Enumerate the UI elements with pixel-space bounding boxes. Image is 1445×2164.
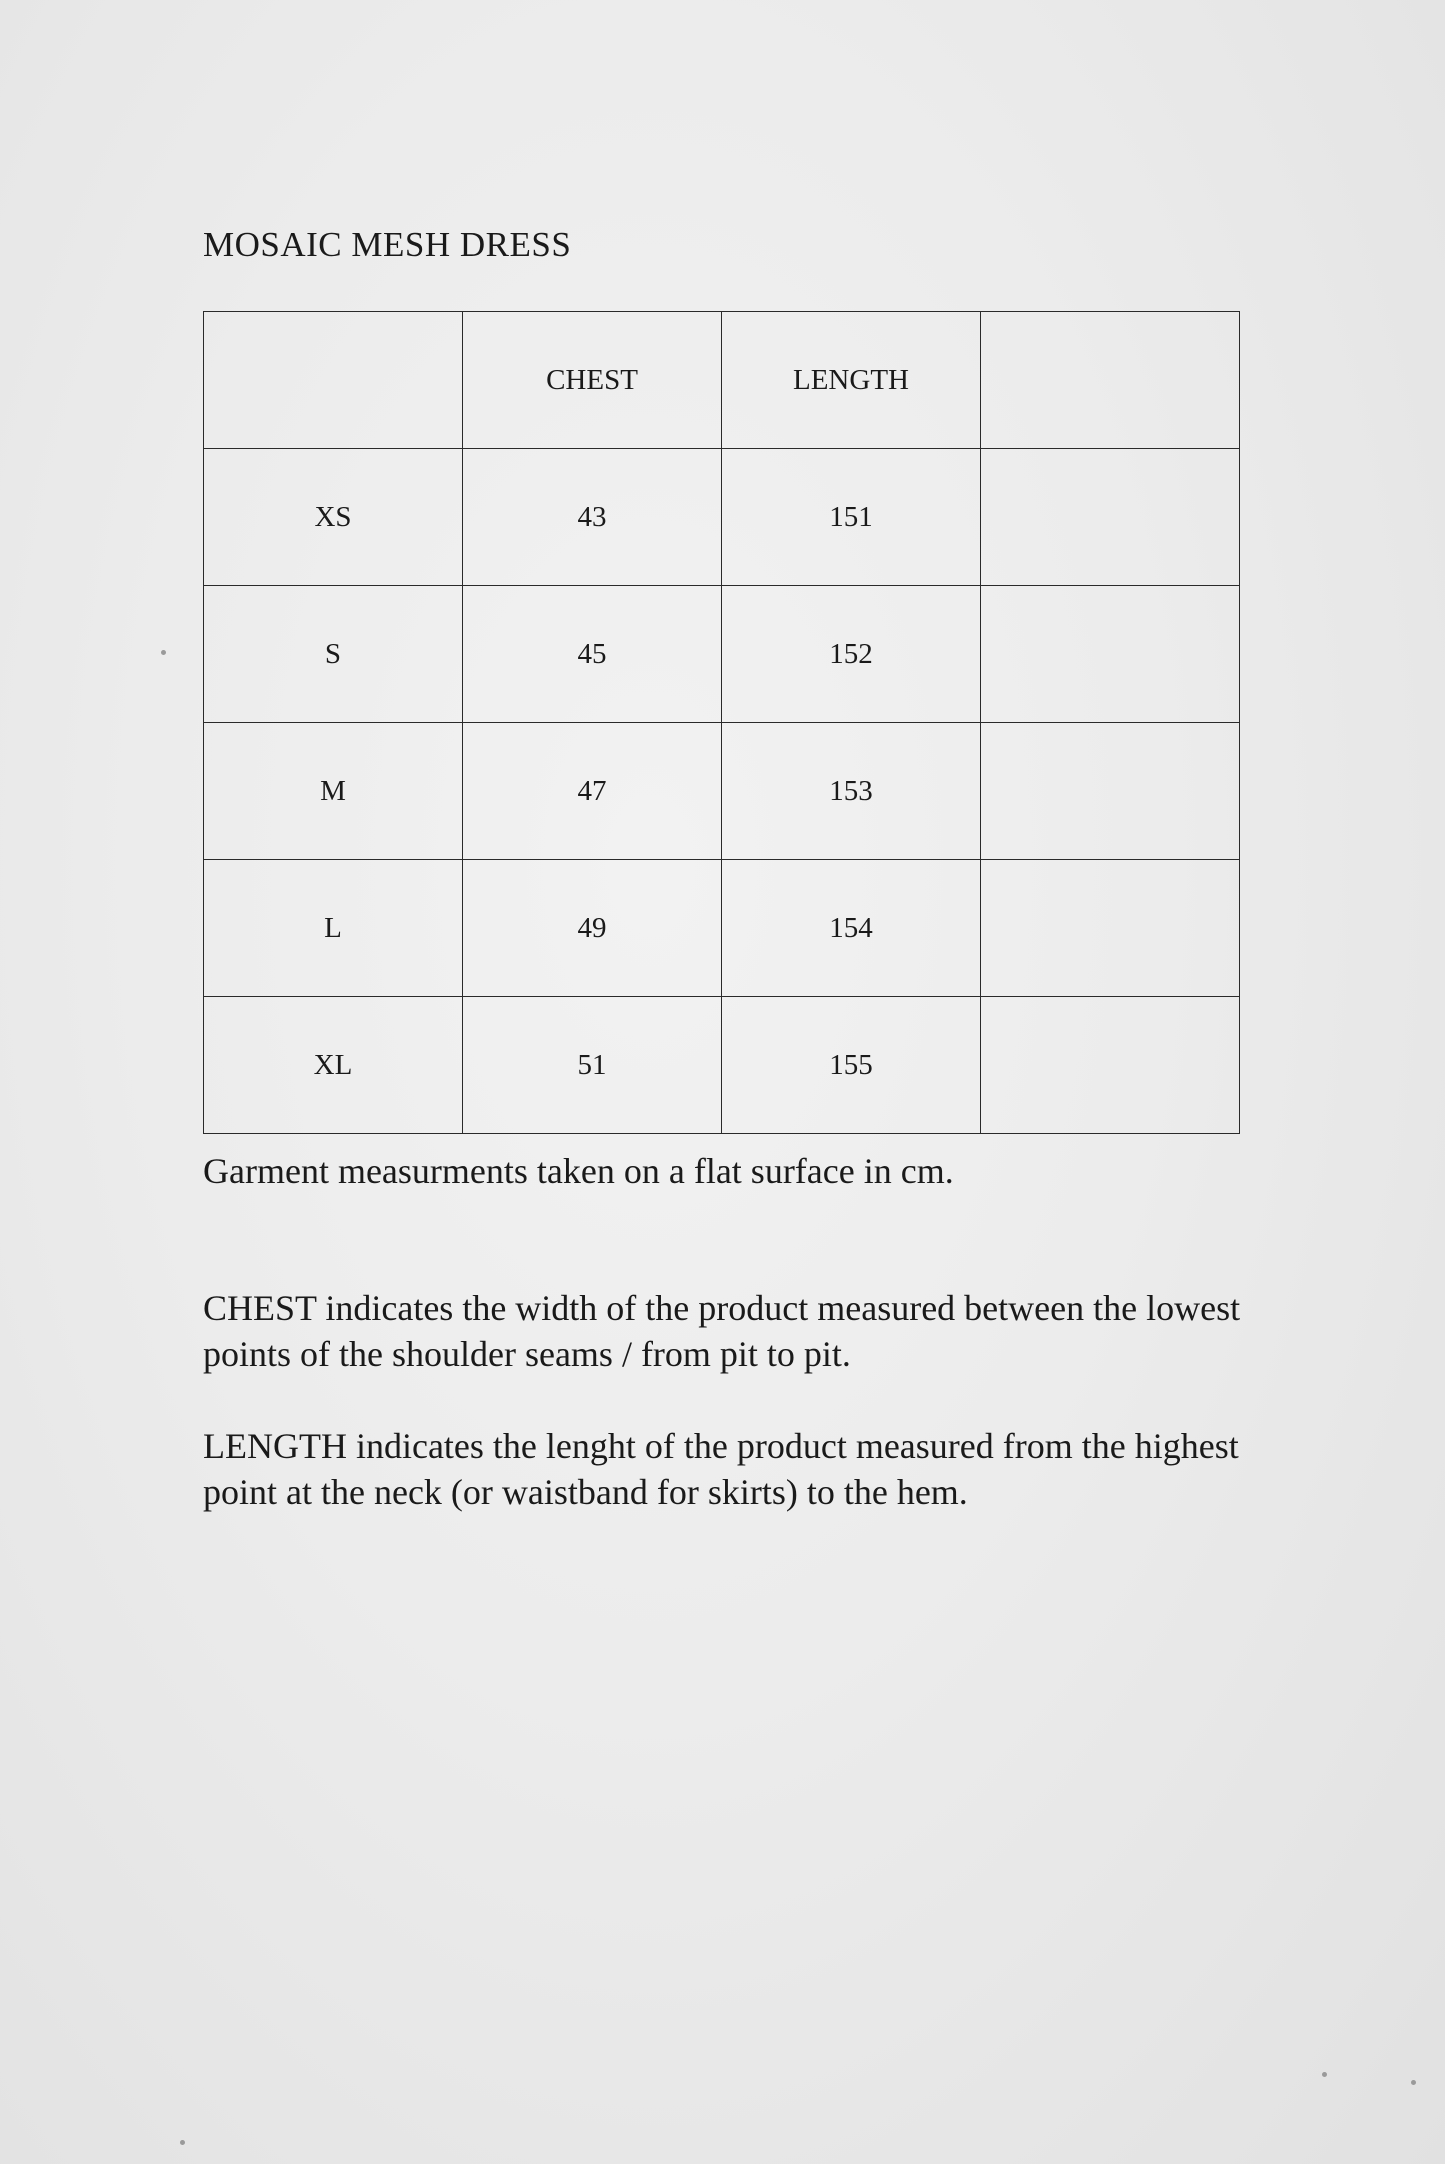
table-row <box>204 449 1240 586</box>
size-table <box>203 311 1240 1134</box>
size-cell: L <box>204 860 463 997</box>
size-cell: S <box>204 586 463 723</box>
length-description: LENGTH indicates the lenght of the product measured from the highest point at the neck (or waistband for skirts) to the hem. <box>203 1426 1239 1512</box>
size-cell: M <box>204 723 463 860</box>
extra-cell <box>981 586 1240 723</box>
extra-cell <box>981 723 1240 860</box>
length-cell: 154 <box>722 860 981 997</box>
length-cell: 151 <box>722 449 981 586</box>
table-row <box>204 586 1240 723</box>
size-cell: XL <box>204 997 463 1134</box>
measurement-note: Garment measurments taken on a flat surface in cm. <box>203 1151 954 1191</box>
page-title: MOSAIC MESH DRESS <box>203 225 572 264</box>
size-cell: XS <box>204 449 463 586</box>
chest-cell: 45 <box>463 586 722 723</box>
paper-speck <box>180 2140 185 2145</box>
header-cell-extra <box>981 312 1240 449</box>
length-cell: 153 <box>722 723 981 860</box>
length-cell: 155 <box>722 997 981 1134</box>
header-cell-length: LENGTH <box>722 312 981 449</box>
length-cell: 152 <box>722 586 981 723</box>
extra-cell <box>981 449 1240 586</box>
chest-cell: 49 <box>463 860 722 997</box>
chest-description: CHEST indicates the width of the product measured between the lowest points of the shoulder seams / from pit to pit. <box>203 1288 1241 1374</box>
paper-speck <box>161 650 166 655</box>
chest-cell: 51 <box>463 997 722 1134</box>
table-row <box>204 997 1240 1134</box>
extra-cell <box>981 997 1240 1134</box>
paper-speck <box>1322 2072 1327 2077</box>
table-row <box>204 723 1240 860</box>
extra-cell <box>981 860 1240 997</box>
header-cell-size <box>204 312 463 449</box>
header-cell-chest: CHEST <box>463 312 722 449</box>
table-header-row <box>204 312 1240 449</box>
table-row <box>204 860 1240 997</box>
paper-speck <box>1411 2080 1416 2085</box>
chest-cell: 43 <box>463 449 722 586</box>
chest-cell: 47 <box>463 723 722 860</box>
